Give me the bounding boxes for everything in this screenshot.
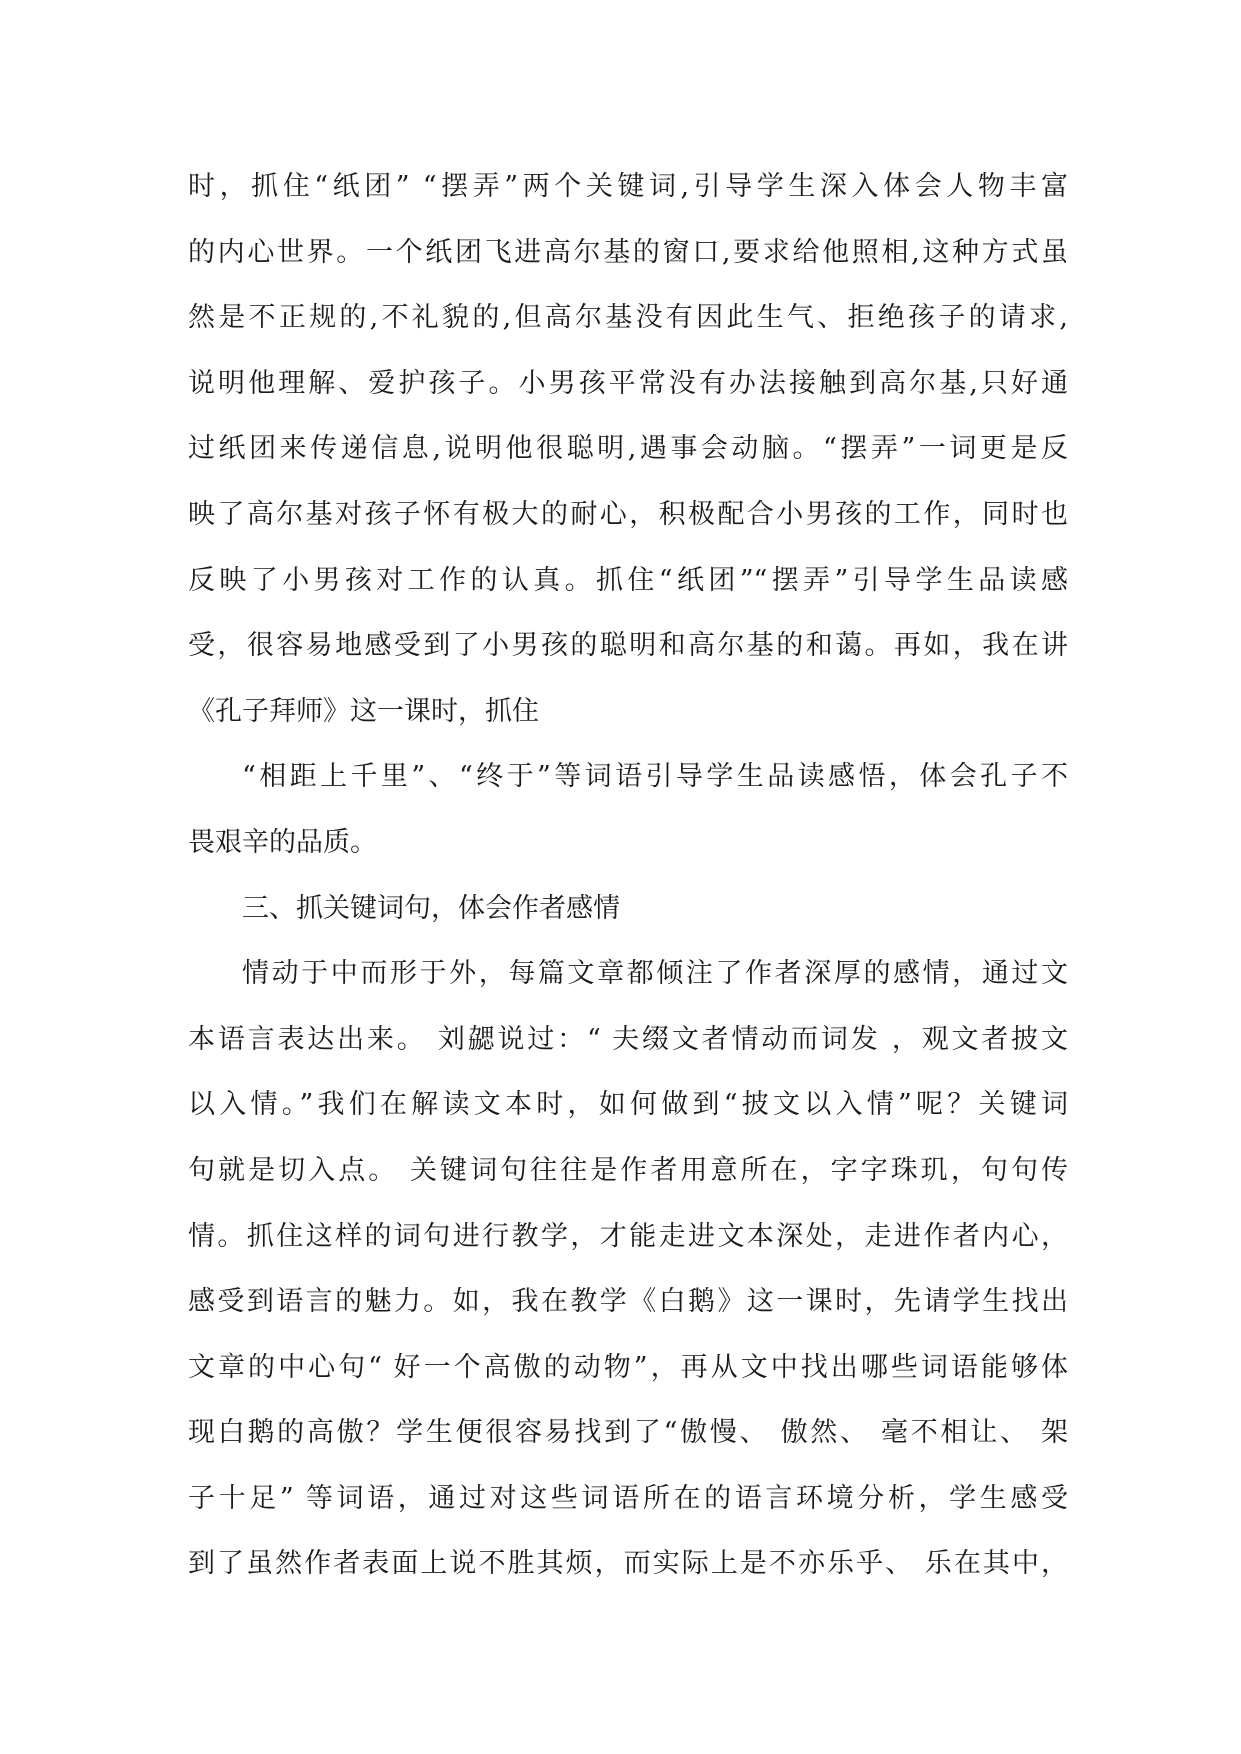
text-line: “相距上千里”、“终于”等词语引导学生品读感悟，体会孔子不 — [242, 761, 1068, 793]
text-line: 时，抓住“纸团” “摆弄”两个关键词,引导学生深入体会人物丰富 — [188, 171, 1068, 202]
text-line: 情动于中而形于外，每篇文章都倾注了作者深厚的感情，通过文 — [242, 958, 1068, 990]
text-line: 句就是切入点。 关键词句往往是作者用意所在，字字珠玑，句句传 — [188, 1154, 1068, 1186]
text-line: 三、抓关键词句，体会作者感情 — [242, 892, 620, 924]
text-line: 以入情。”我们在解读文本时，如何做到“披文以入情”呢？关键词 — [188, 1089, 1068, 1121]
text-line: 《孔子拜师》这一课时，抓住 — [188, 695, 539, 727]
text-line: 然是不正规的,不礼貌的,但高尔基没有因此生气、拒绝孩子的请求, — [188, 302, 1068, 334]
body-text — [188, 154, 1068, 1597]
text-line: 反映了小男孩对工作的认真。抓住“纸团”“摆弄”引导学生品读感 — [188, 564, 1068, 596]
text-line: 情。抓住这样的词句进行教学，才能走进文本深处，走进作者内心， — [188, 1220, 1068, 1252]
text-line: 文章的中心句“ 好一个高傲的动物”，再从文中找出哪些词语能够体 — [188, 1351, 1068, 1383]
text-line: 的内心世界。一个纸团飞进高尔基的窗口,要求给他照相,这种方式虽 — [188, 236, 1068, 268]
text-line: 受，很容易地感受到了小男孩的聪明和高尔基的和蔼。再如，我在讲 — [188, 630, 1068, 662]
text-line: 畏艰辛的品质。 — [188, 826, 377, 858]
text-line: 子十足” 等词语，通过对这些词语所在的语言环境分析，学生感受 — [188, 1482, 1068, 1514]
text-line: 过纸团来传递信息,说明他很聪明,遇事会动脑。“摆弄”一词更是反 — [188, 433, 1068, 465]
text-line: 到了虽然作者表面上说不胜其烦，而实际上是不亦乐乎、 乐在其中， — [188, 1548, 1068, 1580]
text-line: 现白鹅的高傲？学生便很容易找到了“傲慢、 傲然、 毫不相让、 架 — [188, 1417, 1068, 1449]
text-line: 说明他理解、爱护孩子。小男孩平常没有办法接触到高尔基,只好通 — [188, 367, 1068, 399]
text-line: 本语言表达出来。 刘勰说过：“ 夫缀文者情动而词发 ，观文者披文 — [188, 1023, 1068, 1055]
text-line: 感受到语言的魅力。如，我在教学《白鹅》这一课时，先请学生找出 — [188, 1286, 1068, 1318]
text-line: 映了高尔基对孩子怀有极大的耐心，积极配合小男孩的工作，同时也 — [188, 498, 1068, 530]
